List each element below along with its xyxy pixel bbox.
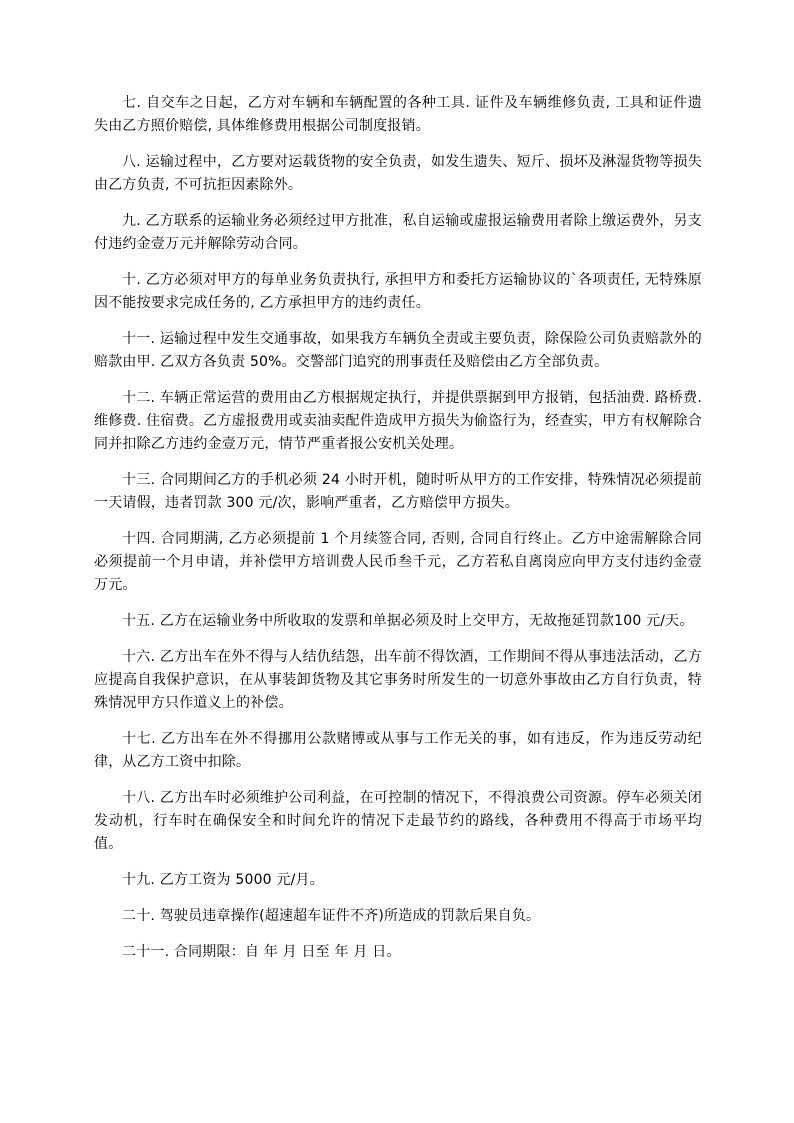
clause-12: 十二. 车辆正常运营的费用由乙方根据规定执行，并提供票据到甲方报销，包括油费. 路桥费. 维修费. 住宿费。乙方虚报费用或卖油卖配件造成甲方损失为偷盗行为，经查实，甲方有权解除合同并扣除乙方违约金壹万元，情节严重者报公安机关处理。: [94, 390, 702, 452]
clause-7: 七. 自交车之日起，乙方对车辆和车辆配置的各种工具. 证件及车辆维修负责, 工具和证件遗失由乙方照价赔偿, 具体维修费用根据公司制度报销。: [94, 95, 702, 134]
contract-clauses: [94, 92, 702, 977]
clause-8: 八. 运输过程中，乙方要对运载货物的安全负责，如发生遗失、短斤、损坏及淋湿货物等损失由乙方负责, 不可抗拒因素除外。: [94, 154, 702, 193]
clause-14: 十四. 合同期满, 乙方必须提前 1 个月续签合同, 否则, 合同自行终止。乙方中途需解除合同必须提前一个月申请，并补偿甲方培训费人民币叁千元，乙方若私自离岗应向甲方支付违约金壹万元。: [94, 531, 702, 593]
clause-19: 十九. 乙方工资为 5000 元/月。: [122, 872, 324, 888]
clause-10: 十. 乙方必须对甲方的每单业务负责执行, 承担甲方和委托方运输协议的`各项责任, 无特殊原因不能按要求完成任务的, 乙方承担甲方的违约责任。: [94, 272, 702, 311]
clause-13: 十三. 合同期间乙方的手机必须 24 小时开机，随时听从甲方的工作安排，特殊情况必须提前一天请假，违者罚款 300 元/次，影响严重者，乙方赔偿甲方损失。: [94, 472, 702, 511]
clause-20: 二十. 驾驶员违章操作(超速超车证件不齐)所造成的罚款后果自负。: [122, 908, 541, 924]
clause-21: 二十一. 合同期限：自 年 月 日至 年 月 日。: [122, 944, 401, 960]
clause-15: 十五. 乙方在运输业务中所收取的发票和单据必须及时上交甲方，无故拖延罚款100 元/天。: [122, 613, 694, 629]
clause-18: 十八. 乙方出车时必须维护公司利益，在可控制的情况下，不得浪费公司资源。停车必须关闭发动机，行车时在确保安全和时间允许的情况下走最节约的路线，各种费用不得高于市场平均值。: [94, 790, 702, 852]
clause-9: 九. 乙方联系的运输业务必须经过甲方批准，私自运输或虚报运输费用者除上缴运费外，另支付违约金壹万元并解除劳动合同。: [94, 213, 702, 252]
clause-17: 十七. 乙方出车在外不得挪用公款赌博或从事与工作无关的事，如有违反，作为违反劳动纪律，从乙方工资中扣除。: [94, 731, 702, 770]
clause-11: 十一. 运输过程中发生交通事故，如果我方车辆负全责或主要负责，除保险公司负责赔款外的赔款由甲. 乙双方各负责 50%。交警部门追究的刑事责任及赔偿由乙方全部负责。: [94, 331, 702, 370]
clause-16: 十六. 乙方出车在外不得与人结仇结怨，出车前不得饮酒，工作期间不得从事违法活动，乙方应提高自我保护意识，在从事装卸货物及其它事务时所发生的一切意外事故由乙方自行负责，特殊情况甲方只作道义上的补偿。: [94, 649, 702, 711]
